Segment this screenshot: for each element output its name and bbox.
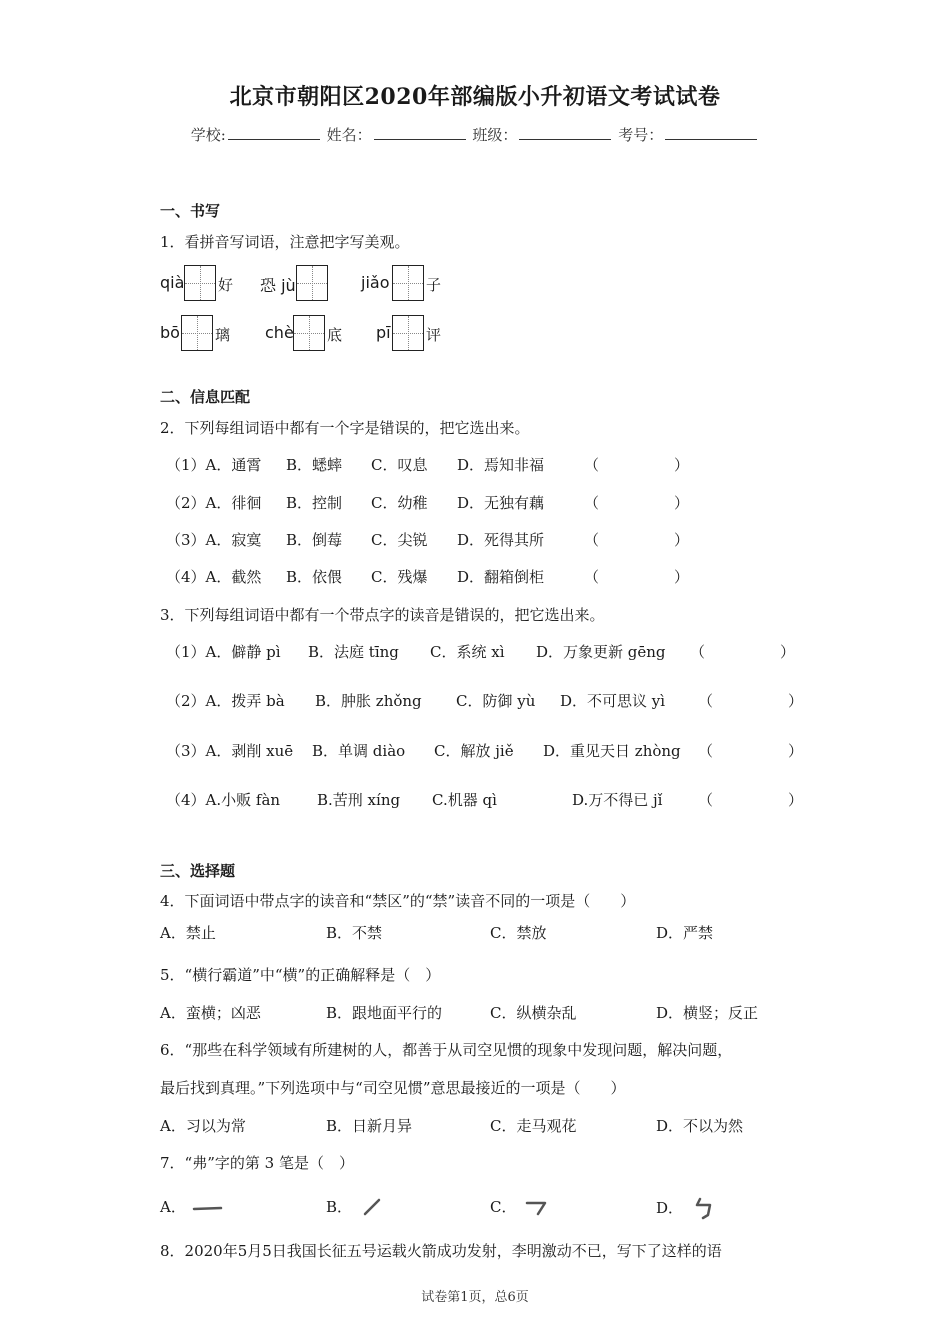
pinyin-2: 恐 jù — [260, 276, 296, 295]
writing-box-5[interactable] — [293, 315, 325, 351]
q2-row-2-a: （2）A．徘徊 — [166, 494, 262, 512]
q4-option-c[interactable]: C．禁放 — [490, 924, 547, 942]
q3-row-1-a: （1）A．僻静 pì — [166, 643, 281, 661]
q3-row-4-b: B.苦刑 xíng — [317, 791, 401, 809]
section-1-heading: 一、书写 — [160, 202, 221, 220]
q3-row-3-d: D．重见天日 zhòng — [543, 742, 681, 760]
q2-row-2-answer[interactable]: （ ） — [584, 494, 690, 512]
q6-option-b[interactable]: B．日新月异 — [326, 1117, 413, 1135]
q2-row-3-a: （3）A．寂寞 — [166, 531, 262, 549]
question-3: 3．下列每组词语中都有一个带点字的读音是错误的，把它选出来。 — [160, 606, 605, 624]
q2-row-1-b: B．蟋蟀 — [286, 456, 343, 474]
writing-box-3[interactable] — [392, 265, 424, 301]
q3-row-3-a: （3）A．剥削 xuē — [166, 742, 294, 760]
q2-row-2-d: D．无独有藕 — [457, 494, 545, 512]
q7-option-a[interactable] — [160, 1196, 225, 1218]
q3-row-4-answer[interactable]: （ ） — [698, 791, 804, 809]
q5-option-b[interactable]: B．跟地面平行的 — [326, 1004, 443, 1022]
q2-row-2-b: B．控制 — [286, 494, 343, 512]
section-2-heading: 二、信息匹配 — [160, 388, 251, 406]
q6-option-c[interactable]: C．走马观花 — [490, 1117, 577, 1135]
q3-row-2-b: B．肿胀 zhǒng — [315, 692, 422, 710]
stroke-turn-hook-icon — [688, 1196, 722, 1222]
q7-option-c[interactable] — [490, 1196, 555, 1220]
q2-row-3-d: D．死得其所 — [457, 531, 545, 549]
question-5: 5．“横行霸道”中“横”的正确解释是（ ） — [160, 966, 441, 984]
q3-row-3-b: B．单调 diào — [312, 742, 406, 760]
q6-option-d[interactable]: D．不以为然 — [656, 1117, 744, 1135]
q3-row-4-d: D.万不得已 jǐ — [572, 791, 663, 809]
word-suffix-6: 评 — [426, 326, 442, 344]
id-field[interactable] — [665, 125, 757, 140]
q3-row-1-answer[interactable]: （ ） — [690, 643, 796, 661]
writing-box-4[interactable] — [181, 315, 213, 351]
q2-row-1-answer[interactable]: （ ） — [584, 456, 690, 474]
q3-row-3-answer[interactable]: （ ） — [698, 742, 804, 760]
question-1: 1．看拼音写词语，注意把字写美观。 — [160, 233, 410, 251]
q7-option-d-label: D． — [656, 1199, 684, 1217]
q2-row-1-c: C．叹息 — [371, 456, 428, 474]
q3-row-1-b: B．法庭 tīng — [308, 643, 399, 661]
student-info-line — [0, 124, 950, 145]
word-suffix-1: 好 — [218, 276, 234, 294]
q3-row-2-answer[interactable]: （ ） — [698, 692, 804, 710]
q4-option-a[interactable]: A．禁止 — [160, 924, 216, 942]
section-3-heading: 三、选择题 — [160, 862, 236, 880]
writing-box-2[interactable] — [296, 265, 328, 301]
q6-option-a[interactable]: A．习以为常 — [160, 1117, 246, 1135]
q3-row-1-d: D．万象更新 gēng — [536, 643, 666, 661]
q7-option-b-label: B． — [326, 1198, 353, 1216]
q5-option-c[interactable]: C．纵横杂乱 — [490, 1004, 577, 1022]
q2-row-4-answer[interactable]: （ ） — [584, 568, 690, 586]
writing-box-1[interactable] — [184, 265, 216, 301]
q3-row-4-c: C.机器 qì — [432, 791, 497, 809]
stroke-horizontal-turn-icon — [521, 1196, 555, 1220]
pinyin-6: pī — [376, 323, 391, 342]
question-6-line-2: 最后找到真理。”下列选项中与“司空见惯”意思最接近的一项是（ ） — [160, 1079, 626, 1097]
pinyin-4: bō — [160, 323, 180, 342]
q2-row-4-b: B．依偎 — [286, 568, 343, 586]
q3-row-2-d: D．不可思议 yì — [560, 692, 666, 710]
q2-row-1-d: D．焉知非福 — [457, 456, 545, 474]
q2-row-4-a: （4）A．截然 — [166, 568, 262, 586]
class-field[interactable] — [519, 125, 611, 140]
name-label: 姓名： — [326, 126, 372, 144]
page-footer: 试卷第1页，总6页 — [421, 1290, 529, 1305]
q2-row-1-a: （1）A．通霄 — [166, 456, 262, 474]
q2-row-4-c: C．残爆 — [371, 568, 428, 586]
question-7: 7．“弗”字的第 3 笔是（ ） — [160, 1154, 354, 1172]
id-label: 考号： — [618, 126, 664, 144]
question-6-line-1: 6．“那些在科学领域有所建树的人，都善于从司空见惯的现象中发现问题，解决问题， — [160, 1041, 733, 1059]
school-label: 学校: — [190, 126, 226, 144]
stroke-horizontal-icon — [191, 1198, 225, 1218]
q5-option-d[interactable]: D．横竖；反正 — [656, 1004, 759, 1022]
q2-row-3-b: B．倒莓 — [286, 531, 343, 549]
word-suffix-5: 底 — [327, 326, 343, 344]
word-suffix-3: 子 — [426, 276, 442, 294]
q7-option-c-label: C． — [490, 1198, 517, 1216]
page-title: 北京市朝阳区2020年部编版小升初语文考试试卷 — [229, 84, 721, 110]
q3-row-3-c: C．解放 jiě — [434, 742, 514, 760]
q3-row-2-c: C．防御 yù — [456, 692, 536, 710]
q7-option-b[interactable] — [326, 1196, 391, 1220]
question-2: 2．下列每组词语中都有一个字是错误的，把它选出来。 — [160, 419, 530, 437]
q2-row-2-c: C．幼稚 — [371, 494, 428, 512]
stroke-left-falling-icon — [357, 1196, 391, 1220]
class-label: 班级： — [472, 126, 518, 144]
pinyin-3: jiǎo — [361, 273, 390, 292]
question-4: 4．下面词语中带点字的读音和“禁区”的“禁”读音不同的一项是（ ） — [160, 892, 636, 910]
school-field[interactable] — [228, 125, 320, 140]
q4-option-b[interactable]: B．不禁 — [326, 924, 383, 942]
q2-row-3-c: C．尖锐 — [371, 531, 428, 549]
q3-row-2-a: （2）A．拨弄 bà — [166, 692, 285, 710]
q2-row-3-answer[interactable]: （ ） — [584, 531, 690, 549]
question-8: 8．2020年5月5日我国长征五号运载火箭成功发射，李明激动不已，写下了这样的语 — [160, 1242, 722, 1260]
q3-row-4-a: （4）A.小贩 fàn — [166, 791, 281, 809]
q3-row-1-c: C．系统 xì — [430, 643, 505, 661]
name-field[interactable] — [374, 125, 466, 140]
word-suffix-4: 璃 — [215, 326, 231, 344]
q7-option-d[interactable] — [656, 1196, 722, 1222]
pinyin-1: qià — [160, 273, 185, 292]
q5-option-a[interactable]: A．蛮横；凶恶 — [160, 1004, 261, 1022]
q7-option-a-label: A． — [160, 1198, 186, 1216]
q2-row-4-d: D．翻箱倒柜 — [457, 568, 545, 586]
writing-box-6[interactable] — [392, 315, 424, 351]
pinyin-5: chè — [265, 323, 294, 342]
q4-option-d[interactable]: D．严禁 — [656, 924, 714, 942]
